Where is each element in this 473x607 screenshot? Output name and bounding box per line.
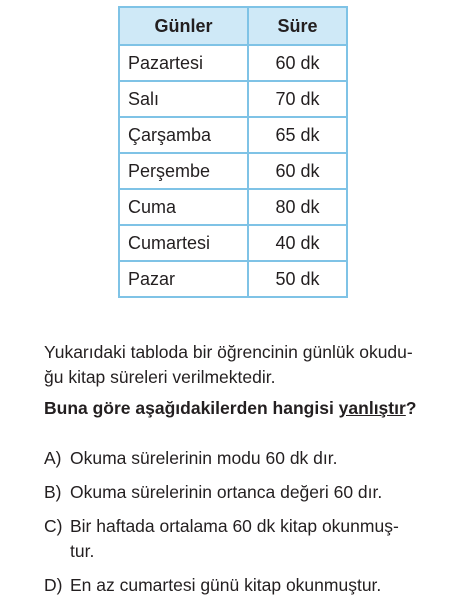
option-a[interactable] (44, 446, 464, 471)
option-letter: D) (44, 575, 63, 595)
option-letter: A) (44, 448, 62, 468)
option-b[interactable] (44, 480, 464, 505)
header-days: Günler (119, 7, 248, 45)
duration-cell: 60 dk (248, 45, 347, 81)
day-cell: Cuma (119, 189, 248, 225)
question-block (44, 340, 464, 421)
question-stem-line-2: ğu kitap süreleri verilmektedir. (44, 367, 276, 387)
option-text-line-1: Bir haftada ortalama 60 dk kitap okunmuş- (70, 516, 399, 536)
table-row (119, 261, 347, 297)
question-stem (44, 340, 464, 390)
table-header-row (119, 7, 347, 45)
question-prompt-suffix: ? (405, 398, 417, 418)
reading-time-table (118, 6, 348, 298)
duration-cell: 50 dk (248, 261, 347, 297)
question-prompt-keyword: yanlıştır (338, 398, 406, 418)
table-row (119, 189, 347, 225)
table-row (119, 45, 347, 81)
day-cell: Pazartesi (119, 45, 248, 81)
option-text: Okuma sürelerinin ortanca değeri 60 dır. (70, 482, 383, 502)
duration-cell: 80 dk (248, 189, 347, 225)
day-cell: Pazar (119, 261, 248, 297)
table-row (119, 153, 347, 189)
option-letter: C) (44, 516, 63, 536)
header-duration: Süre (248, 7, 347, 45)
question-prompt-prefix: Buna göre aşağıdakilerden hangisi (44, 398, 339, 418)
duration-cell: 40 dk (248, 225, 347, 261)
option-text: En az cumartesi günü kitap okunmuştur. (70, 575, 382, 595)
duration-cell: 70 dk (248, 81, 347, 117)
option-text-line-2: tur. (70, 541, 95, 561)
question-stem-line-1: Yukarıdaki tabloda bir öğrencinin günlük okudu- (44, 342, 413, 362)
duration-cell: 65 dk (248, 117, 347, 153)
question-prompt (44, 396, 464, 421)
option-d[interactable] (44, 573, 464, 598)
day-cell: Perşembe (119, 153, 248, 189)
option-letter: B) (44, 482, 62, 502)
answer-options (44, 446, 464, 607)
duration-cell: 60 dk (248, 153, 347, 189)
table-row (119, 117, 347, 153)
day-cell: Salı (119, 81, 248, 117)
option-text: Okuma sürelerinin modu 60 dk dır. (70, 448, 338, 468)
table-row (119, 81, 347, 117)
table-row (119, 225, 347, 261)
option-c[interactable] (44, 514, 464, 564)
option-text (70, 514, 464, 564)
day-cell: Çarşamba (119, 117, 248, 153)
day-cell: Cumartesi (119, 225, 248, 261)
